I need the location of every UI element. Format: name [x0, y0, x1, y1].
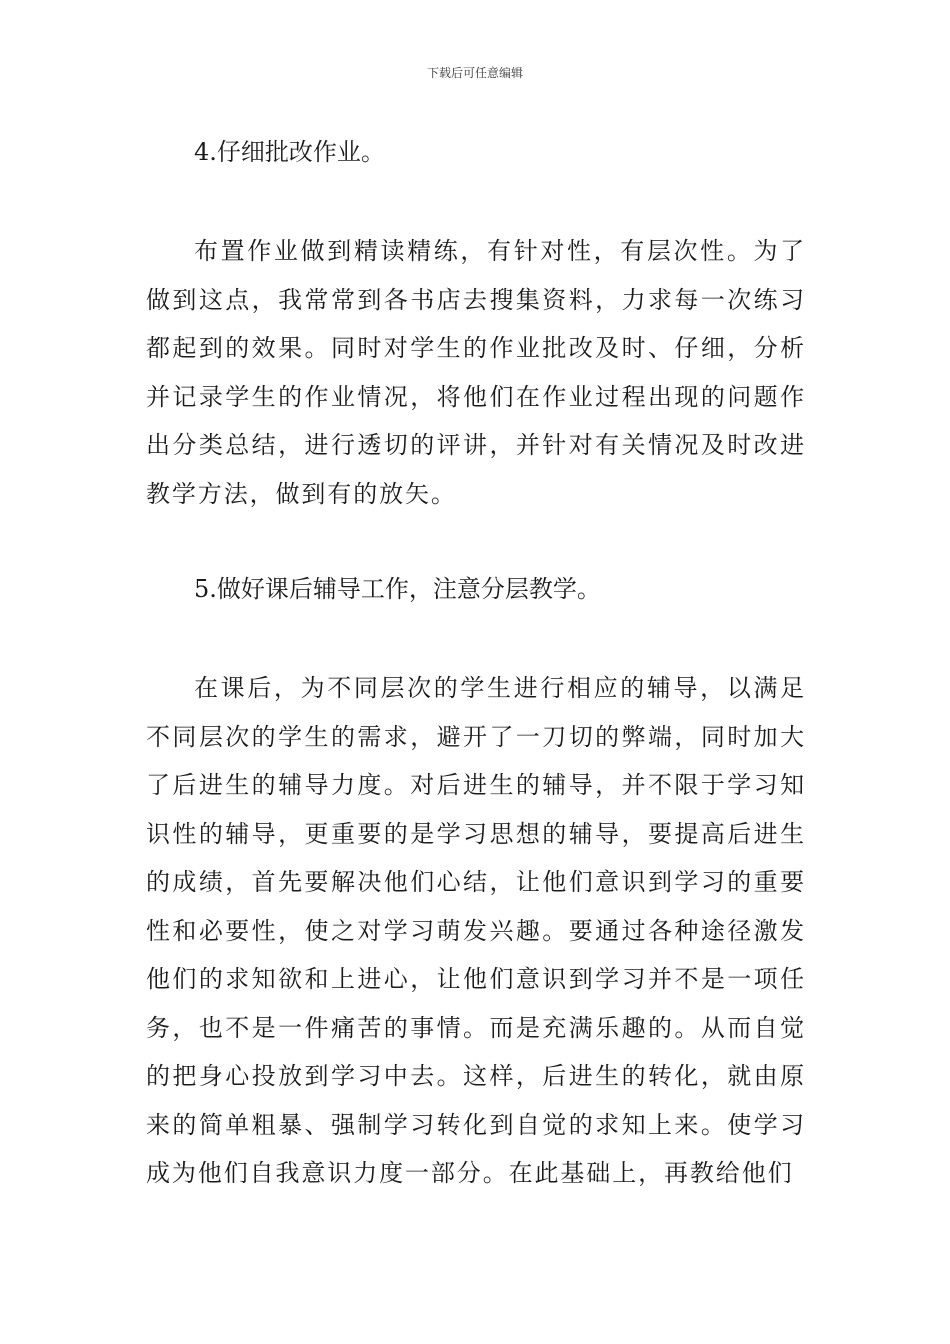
section-paragraph-5: 在课后，为不同层次的学生进行相应的辅导，以满足不同层次的学生的需求，避开了一刀切的弊端，同时加大了后进生的辅导力度。对后进生的辅导，并不限于学习知识性的辅导，更重要的是学习思想的辅导，要提高后进生的成绩，首先要解决他们心结，让他们意识到学习的重要性和必要性，使之对学习萌发兴趣。要通过各种途径激发他们的求知欲和上进心，让他们意识到学习并不是一项任务，也不是一件痛苦的事情。而是充满乐趣的。从而自觉的把身心投放到学习中去。这样，后进生的转化，就由原来的简单粗暴、强制学习转化到自觉的求知上来。使学习成为他们自我意识力度一部分。在此基础上，再教给他们 — [146, 674, 806, 1187]
document-body — [146, 128, 806, 1198]
header-note: 下载后可任意编辑 — [426, 66, 523, 80]
section-heading-4: 4.仔细批改作业。 — [194, 138, 385, 166]
section-paragraph-4: 布置作业做到精读精练，有针对性，有层次性。为了做到这点，我常常到各书店去搜集资料，力求每一次练习都起到的效果。同时对学生的作业批改及时、仔细，分析并记录学生的作业情况，将他们在作业过程出现的问题作出分类总结，进行透切的评讲，并针对有关情况及时改进教学方法，做到有的放矢。 — [146, 237, 806, 508]
section-heading-5: 5.做好课后辅导工作，注意分层教学。 — [194, 575, 601, 603]
